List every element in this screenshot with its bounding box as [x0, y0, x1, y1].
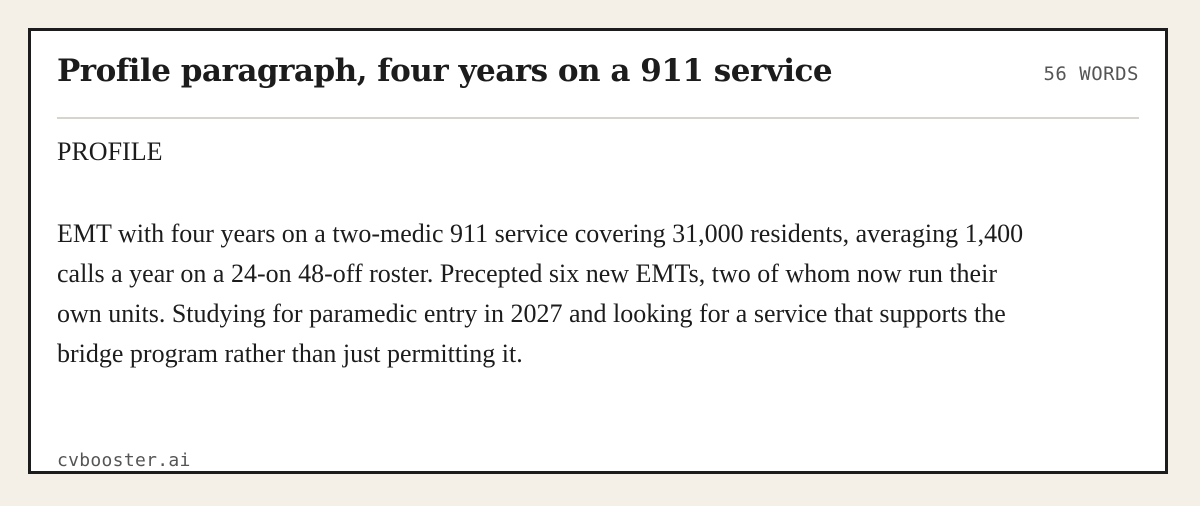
word-count-badge: 56 WORDS: [1043, 63, 1139, 85]
card-title: Profile paragraph, four years on a 911 service: [57, 53, 833, 89]
section-heading: PROFILE: [57, 137, 163, 166]
profile-paragraph: EMT with four years on a two-medic 911 service covering 31,000 residents, averaging 1,400 calls a year on a 24-on 48-off roster. Precepted six new EMTs, two of whom now run their own units. Studying for paramedic entry in 2027 and looking for a service that supports the bridge program rather than just permitting it.: [57, 219, 1024, 368]
brand-footer: cvbooster.ai: [57, 450, 191, 471]
card-header: [57, 31, 1139, 119]
profile-card: [28, 28, 1168, 474]
